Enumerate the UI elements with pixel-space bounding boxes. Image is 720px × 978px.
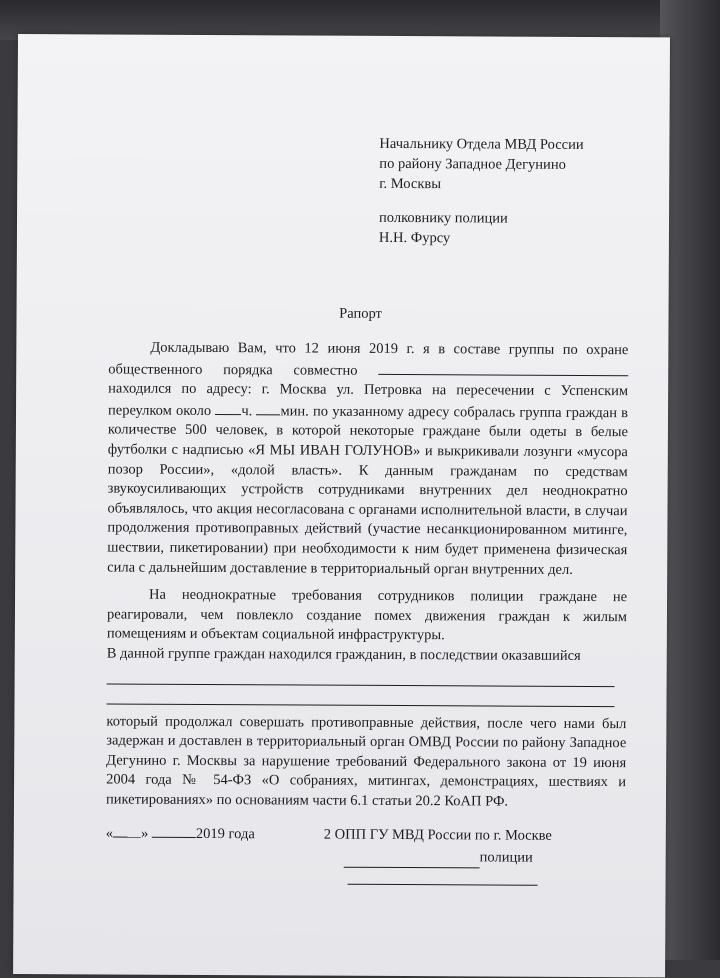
blank-line: [378, 359, 628, 375]
blank-line-1: [107, 664, 615, 687]
addressee-line-3: г. Москвы: [379, 175, 442, 193]
paragraph-3: В данной группе граждан находился гражданин, в последствии оказавшийся: [106, 645, 581, 664]
paragraph-2: На неоднократные требования сотрудников полиции граждане не реагировали, чем повлекло создание помех движения граждан к жилым помещениям и объектам социальной инфраструктуры.: [106, 586, 628, 644]
addressee-block: [379, 134, 584, 249]
blank-month: [152, 823, 196, 838]
blank-day: [113, 823, 141, 838]
unit-name: 2 ОПП ГУ МВД России по г. Москве: [323, 826, 552, 844]
rank-row: полиции: [344, 846, 552, 869]
signature-line: [348, 868, 538, 886]
blank-minutes: [256, 400, 280, 415]
blank-hours: [215, 400, 241, 415]
paragraph-4: который продолжал совершать противоправные действия, после чего нами был задержан и доставлен в территориальный орган ОМВД России по району Западное Дегунино г. Москвы за нарушение требований Федерального закона от 19 июня 2004 года № 54-ФЗ «О собраниях, митингах, демонстрациях, шествиях и пикетированиях» по основаниям части 6.1 статьи 20.2 КоАП РФ.: [105, 712, 627, 810]
addressee-line-1: Начальнику Отдела МВД России: [379, 135, 584, 153]
blank-line-2: [106, 684, 614, 707]
document-page: [13, 34, 670, 977]
addressee-line-2: по району Западное Дегунино: [379, 155, 566, 173]
addressee-name: Н.Н. Фурсу: [378, 229, 451, 247]
document-title: Рапорт: [339, 305, 382, 322]
date-field: « » 2019 года: [106, 822, 255, 843]
blank-rank: [344, 853, 480, 869]
paragraph-1: Докладываю Вам, что 12 июня 2019 г. я в составе группы по охране общественного порядка совместно находился по адресу: г. Москва ул. Петровка на пересечении с Успенским переулком около ч. мин. по указанному адресу собралась группа граждан в количестве 500 человек, в которой некоторые граждане были одеты в белые футболки с надписью «Я МЫ ИВАН ГОЛУНОВ» и выкрикивали лозунги «мусора позор России», «долой власть». К данным гражданам по средствам звукоусиливающих устройств сотрудниками внутренних дел неоднократно объявлялось, что акция несогласована с органами исполнительной власти, в случаи продолжения противоправных действий (участие несанкционированном митинге, шествии, пикетировании) при необходимости к ним будет применена физическая сила с дальнейшим доставление в территориальный орган внутренних дел.: [107, 339, 629, 578]
document-body: [106, 338, 628, 812]
addressee-rank: полковнику полиции: [379, 209, 508, 227]
signature-block: [324, 824, 552, 886]
